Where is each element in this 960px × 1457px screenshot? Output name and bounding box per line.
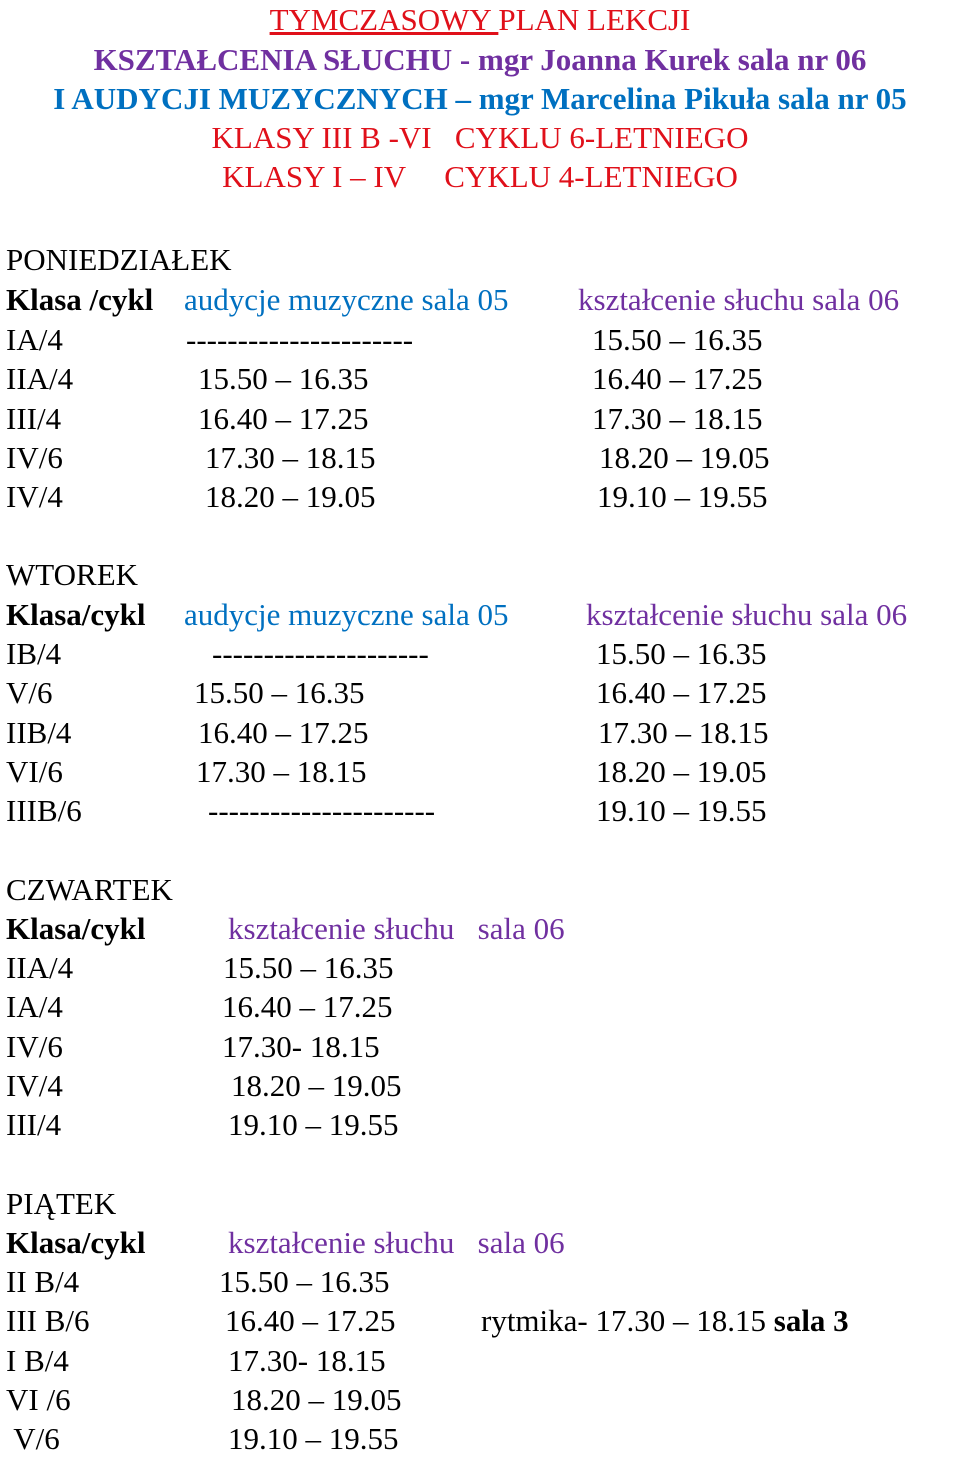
thursday-row-ksztalcenie: 18.20 – 19.05 (231, 1067, 402, 1103)
tuesday-col-class: Klasa/cykl (6, 597, 146, 632)
tuesday-row-ksztalcenie: 17.30 – 18.15 (598, 714, 769, 750)
thursday-row-class: IV/4 (6, 1067, 63, 1103)
friday-row-class: I B/4 (6, 1342, 69, 1378)
monday-row-audycje: 16.40 – 17.25 (198, 400, 369, 436)
monday-col-class: Klasa /cykl (6, 282, 154, 317)
thursday-col-class: Klasa/cykl (6, 911, 146, 946)
monday-row-audycje: ---------------------- (186, 322, 414, 357)
header-line-audycje: I AUDYCJI MUZYCZNYCH – mgr Marcelina Pikuła sala nr 05 (53, 81, 907, 116)
monday-row-class: IIA/4 (6, 361, 74, 397)
monday-row-audycje: 17.30 – 18.15 (205, 439, 376, 475)
thursday-row-class: IV/6 (6, 1028, 63, 1064)
tuesday-row-audycje: 17.30 – 18.15 (196, 753, 367, 789)
friday-row-ksztalcenie: 15.50 – 16.35 (219, 1264, 390, 1299)
day-heading-friday: PIĄTEK (6, 1186, 117, 1221)
monday-col-audycje: audycje muzyczne sala 05 (184, 282, 509, 317)
friday-row-class: III B/6 (6, 1303, 90, 1339)
tuesday-row-class: V/6 (6, 675, 53, 711)
tuesday-col-audycje: audycje muzyczne sala 05 (184, 597, 509, 632)
tuesday-row-ksztalcenie: 16.40 – 17.25 (596, 675, 767, 711)
monday-row-ksztalcenie: 16.40 – 17.25 (592, 361, 763, 397)
tuesday-row-audycje: 16.40 – 17.25 (198, 714, 369, 750)
title-rest: PLAN LEKCJI (498, 2, 691, 37)
friday-row-class: VI /6 (6, 1381, 71, 1417)
tuesday-row-class: IIB/4 (6, 714, 72, 750)
thursday-row-ksztalcenie: 17.30- 18.15 (222, 1028, 380, 1064)
tuesday-row-class: IB/4 (6, 636, 62, 671)
monday-row-audycje: 15.50 – 16.35 (198, 361, 369, 397)
friday-row-class: II B/4 (6, 1264, 80, 1299)
tuesday-row-audycje: --------------------- (212, 636, 429, 671)
header-line-klasy-6: KLASY III B -VI CYKLU 6-LETNIEGO (211, 120, 749, 155)
monday-row-class: IA/4 (6, 322, 63, 357)
tuesday-row-ksztalcenie: 18.20 – 19.05 (596, 753, 767, 789)
friday-rytmika-note (481, 1303, 849, 1339)
friday-row-ksztalcenie: 19.10 – 19.55 (228, 1421, 399, 1457)
rytmika-room: sala 3 (773, 1303, 849, 1338)
thursday-row-class: IIA/4 (6, 950, 74, 985)
header-line-klasy-4: KLASY I – IV CYKLU 4-LETNIEGO (222, 159, 738, 194)
friday-col-ksztalcenie: kształcenie słuchu sala 06 (228, 1225, 565, 1260)
thursday-row-ksztalcenie: 19.10 – 19.55 (228, 1107, 399, 1143)
monday-row-ksztalcenie: 19.10 – 19.55 (597, 479, 768, 515)
thursday-row-ksztalcenie: 16.40 – 17.25 (222, 989, 393, 1025)
title-underlined: TYMCZASOWY (269, 2, 499, 37)
monday-row-class: III/4 (6, 400, 62, 436)
monday-row-ksztalcenie: 15.50 – 16.35 (592, 322, 763, 357)
tuesday-row-class: IIIB/6 (6, 793, 82, 829)
thursday-row-class: III/4 (6, 1107, 62, 1143)
friday-row-class: V/6 (6, 1421, 60, 1457)
friday-col-class: Klasa/cykl (6, 1225, 146, 1260)
tuesday-row-audycje: ---------------------- (208, 793, 436, 829)
thursday-row-ksztalcenie: 15.50 – 16.35 (223, 950, 394, 985)
day-heading-tuesday: WTOREK (6, 557, 139, 592)
tuesday-row-ksztalcenie: 15.50 – 16.35 (596, 636, 767, 671)
friday-row-ksztalcenie: 17.30- 18.15 (228, 1342, 386, 1378)
rytmika-text: rytmika- 17.30 – 18.15 (481, 1303, 774, 1338)
day-heading-monday: PONIEDZIAŁEK (6, 242, 232, 277)
header-line-ksztalcenie: KSZTAŁCENIA SŁUCHU - mgr Joanna Kurek sala nr 06 (93, 42, 867, 77)
page-title (0, 2, 960, 38)
monday-row-ksztalcenie: 18.20 – 19.05 (599, 439, 770, 475)
tuesday-row-audycje: 15.50 – 16.35 (194, 675, 365, 711)
tuesday-row-ksztalcenie: 19.10 – 19.55 (596, 793, 767, 829)
thursday-col-ksztalcenie: kształcenie słuchu sala 06 (228, 911, 565, 946)
monday-row-class: IV/4 (6, 479, 63, 515)
monday-col-ksztalcenie: kształcenie słuchu sala 06 (578, 282, 900, 317)
thursday-row-class: IA/4 (6, 989, 63, 1025)
day-heading-thursday: CZWARTEK (6, 872, 173, 907)
monday-row-ksztalcenie: 17.30 – 18.15 (592, 400, 763, 436)
tuesday-row-class: VI/6 (6, 753, 63, 789)
friday-row-ksztalcenie: 18.20 – 19.05 (231, 1381, 402, 1417)
monday-row-class: IV/6 (6, 439, 63, 475)
tuesday-col-ksztalcenie: kształcenie słuchu sala 06 (586, 597, 908, 632)
friday-row-ksztalcenie: 16.40 – 17.25 (225, 1303, 396, 1339)
monday-row-audycje: 18.20 – 19.05 (205, 479, 376, 515)
